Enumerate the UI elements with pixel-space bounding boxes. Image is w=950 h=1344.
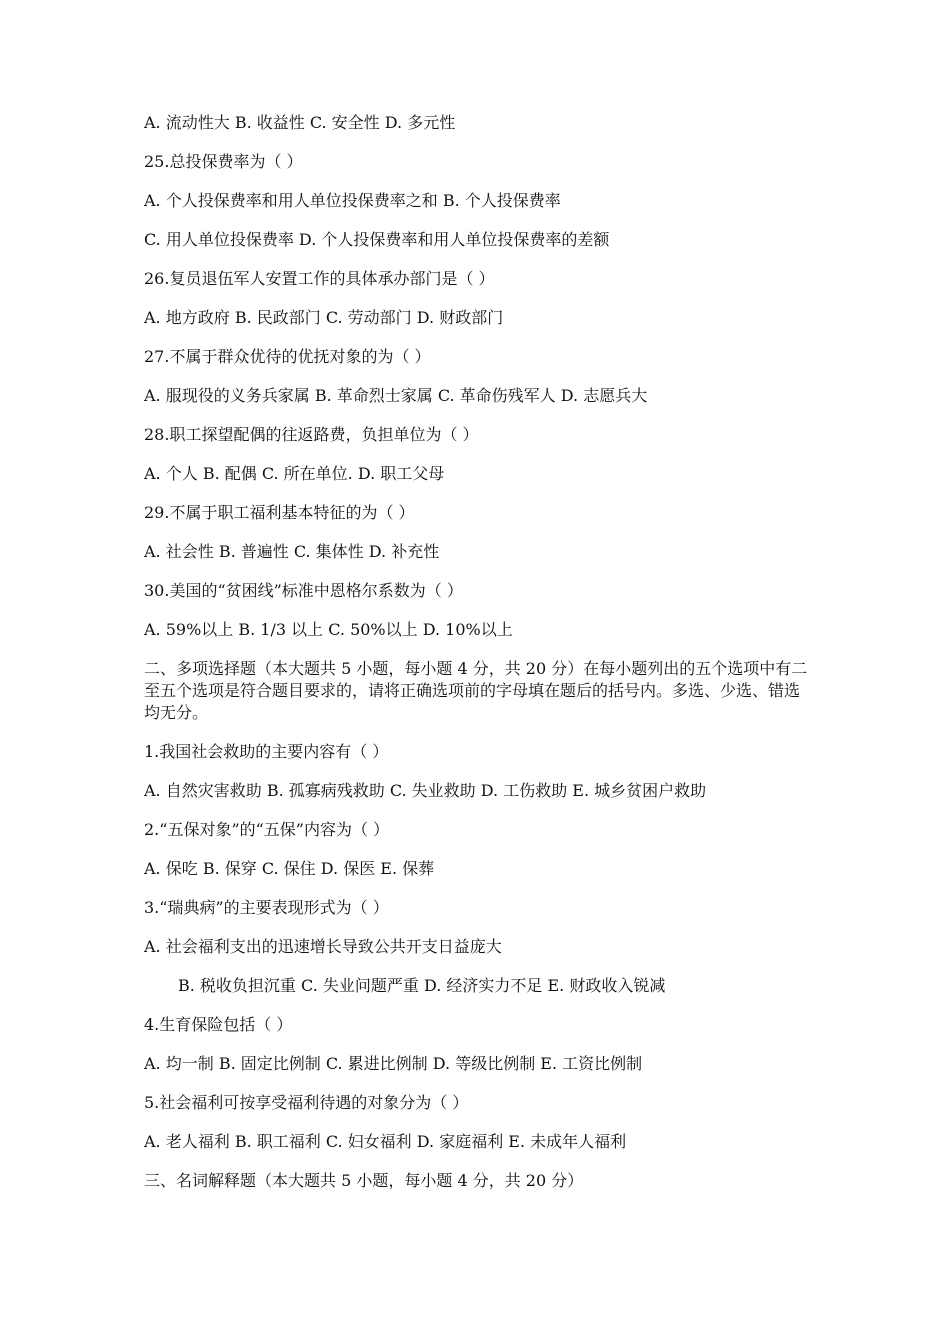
section-heading-multiple-choice: 二、多项选择题（本大题共 5 小题，每小题 4 分，共 20 分）在每小题列出的五个选项中有二至五个选项是符合题目要求的，请将正确选项前的字母填在题后的括号内。多选、少选、错选均无分。 [144,659,808,722]
question-1: 1.我国社会救助的主要内容有（ ） [144,742,389,761]
question-28: 28.职工探望配偶的往返路费，负担单位为（ ） [144,425,479,444]
question-30: 30.美国的“贫困线”标准中恩格尔系数为（ ） [144,581,463,600]
option-line: C. 用人单位投保费率 D. 个人投保费率和用人单位投保费率的差额 [144,230,610,249]
question-5: 5.社会福利可按享受福利待遇的对象分为（ ） [144,1093,469,1112]
option-line: A. 地方政府 B. 民政部门 C. 劳动部门 D. 财政部门 [144,308,504,327]
option-line: A. 保吃 B. 保穿 C. 保住 D. 保医 E. 保葬 [144,859,435,878]
option-line: A. 老人福利 B. 职工福利 C. 妇女福利 D. 家庭福利 E. 未成年人福利 [144,1132,627,1151]
document-page [144,112,814,1209]
option-line: A. 个人 B. 配偶 C. 所在单位. D. 职工父母 [144,464,445,483]
option-line: A. 自然灾害救助 B. 孤寡病残救助 C. 失业救助 D. 工伤救助 E. 城乡贫困户救助 [144,781,707,800]
option-line: B. 税收负担沉重 C. 失业问题严重 D. 经济实力不足 E. 财政收入锐减 [178,976,666,995]
question-27: 27.不属于群众优待的优抚对象的为（ ） [144,347,431,366]
question-25: 25.总投保费率为（ ） [144,152,303,171]
question-29: 29.不属于职工福利基本特征的为（ ） [144,503,415,522]
question-2: 2.“五保对象”的“五保”内容为（ ） [144,820,390,839]
option-line: A. 社会性 B. 普遍性 C. 集体性 D. 补充性 [144,542,440,561]
option-line: A. 社会福利支出的迅速增长导致公共开支日益庞大 [144,937,502,956]
question-26: 26.复员退伍军人安置工作的具体承办部门是（ ） [144,269,495,288]
option-line: A. 均一制 B. 固定比例制 C. 累进比例制 D. 等级比例制 E. 工资比例制 [144,1054,643,1073]
option-line: A. 服现役的义务兵家属 B. 革命烈士家属 C. 革命伤残军人 D. 志愿兵大 [144,386,648,405]
option-line: A. 59%以上 B. 1/3 以上 C. 50%以上 D. 10%以上 [144,620,513,639]
section-heading-term-definitions: 三、名词解释题（本大题共 5 小题，每小题 4 分，共 20 分） [144,1171,584,1190]
option-line: A. 个人投保费率和用人单位投保费率之和 B. 个人投保费率 [144,191,561,210]
option-line: A. 流动性大 B. 收益性 C. 安全性 D. 多元性 [144,113,456,132]
question-3: 3.“瑞典病”的主要表现形式为（ ） [144,898,389,917]
question-4: 4.生育保险包括（ ） [144,1015,293,1034]
